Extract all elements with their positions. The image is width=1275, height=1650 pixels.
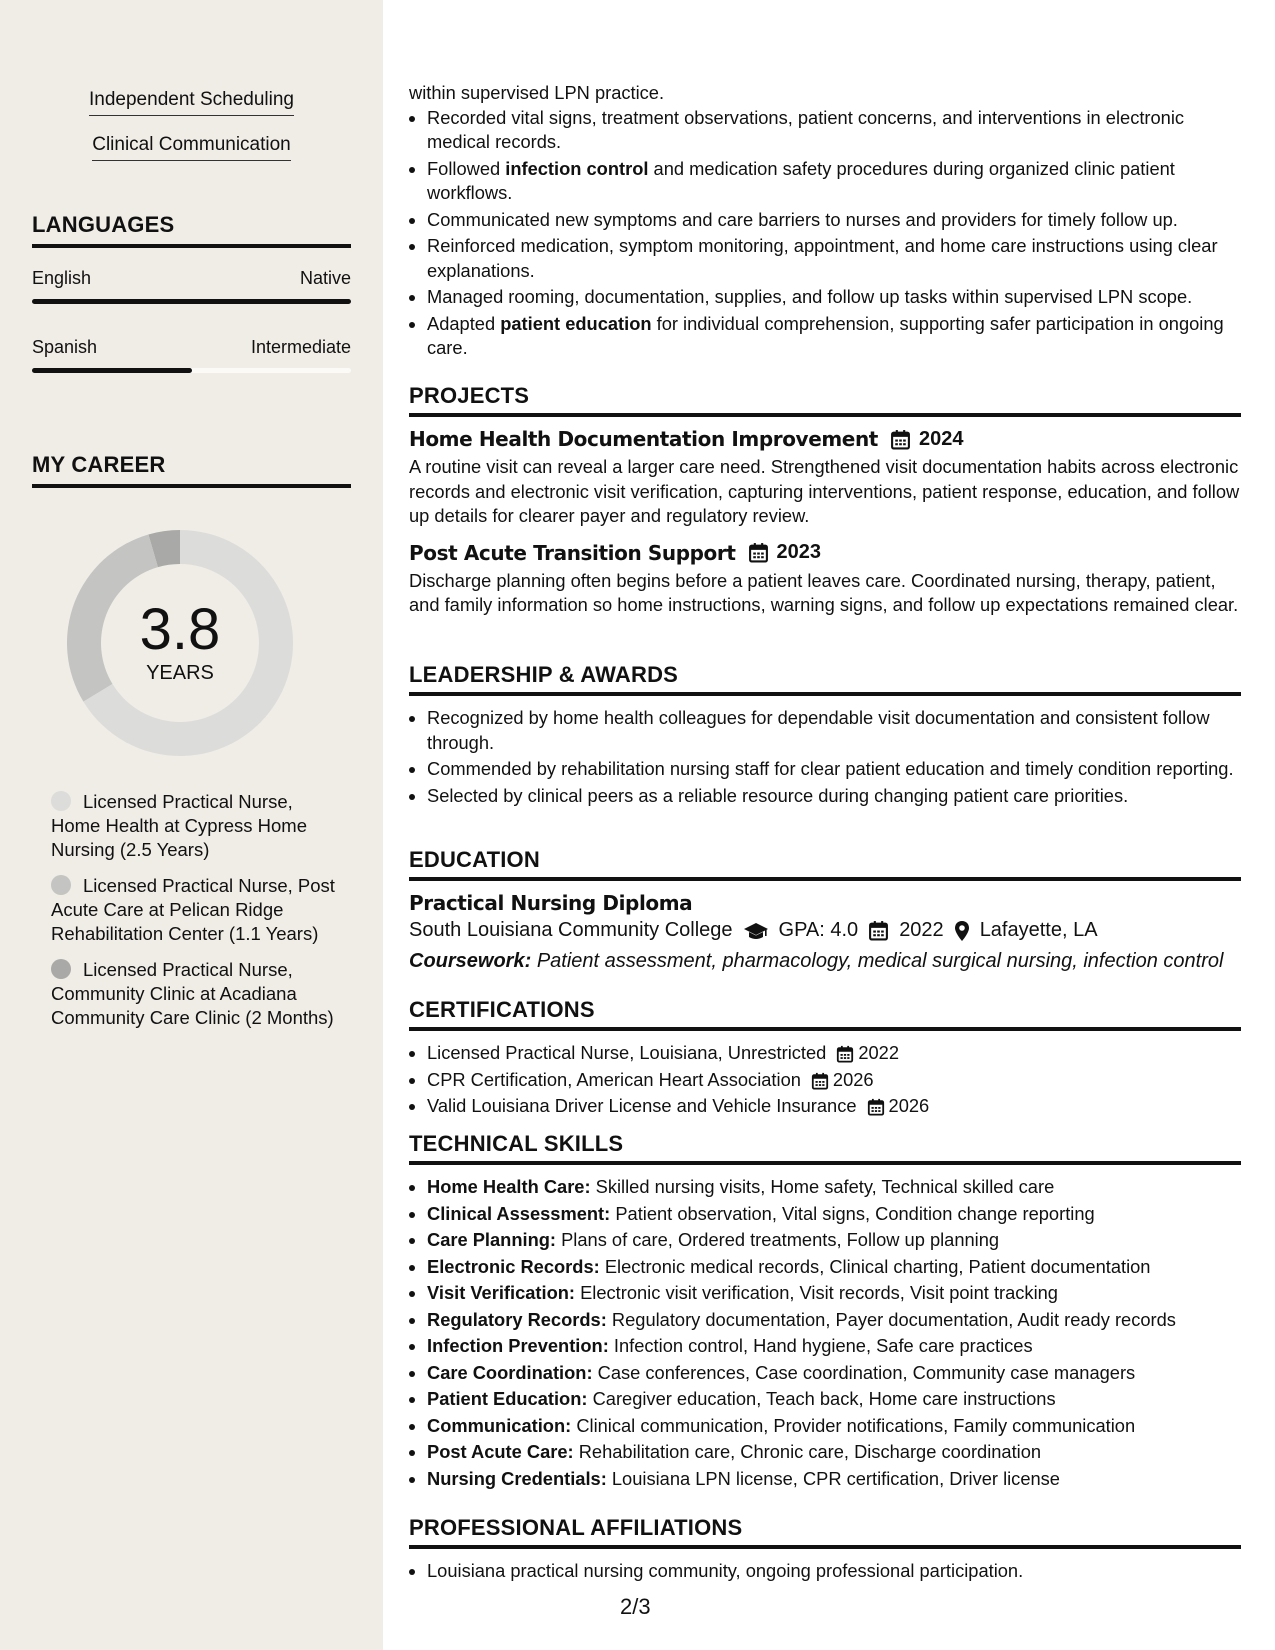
education-details xyxy=(409,919,1241,942)
language-row xyxy=(32,268,351,289)
project-title: Home Health Documentation Improvement xyxy=(409,427,878,451)
experience-lead: within supervised LPN practice. xyxy=(409,82,665,103)
skill-row xyxy=(427,1228,1241,1253)
skill-value: Patient observation, Vital signs, Condition change reporting xyxy=(615,1202,1095,1224)
education-coursework xyxy=(409,950,1241,973)
career-heading: MY CAREER xyxy=(32,452,351,488)
calendar-icon xyxy=(868,919,889,942)
career-item: Licensed Practical Nurse, Post Acute Care at Pelican Ridge Rehabilitation Center (1.1 Years) xyxy=(51,875,335,944)
map-pin-icon xyxy=(954,920,970,942)
language-level: Native xyxy=(299,268,351,288)
graduation-cap-icon xyxy=(743,921,769,941)
skill-label: Nursing Credentials: xyxy=(427,1467,607,1489)
skill-value: Plans of care, Ordered treatments, Follow up planning xyxy=(561,1229,1000,1250)
project-item xyxy=(409,541,1241,618)
education-location: Lafayette, LA xyxy=(979,919,1098,941)
skill-row xyxy=(427,1175,1241,1200)
skill-value: Infection control, Hand hygiene, Safe care practices xyxy=(613,1335,1033,1356)
skill-value: Electronic visit verification, Visit records, Visit point tracking xyxy=(580,1282,1058,1303)
coursework-value: Patient assessment, pharmacology, medical surgical nursing, infection control xyxy=(536,950,1224,972)
skill-row xyxy=(427,1467,1241,1492)
skill-value: Regulatory documentation, Payer documentation, Audit ready records xyxy=(611,1308,1176,1330)
experience-bullet: • Adapted patient education for individual comprehension, supporting safer participation in ongoing care. xyxy=(427,312,1241,361)
sidebar xyxy=(0,0,383,1650)
page-number: 2/3 xyxy=(620,1594,651,1619)
education-school: South Louisiana Community College xyxy=(409,919,733,941)
education-section xyxy=(409,847,1241,973)
certification-item: • Valid Louisiana Driver License and Vehicle Insurance 2026 xyxy=(427,1094,1241,1119)
calendar-icon xyxy=(811,1068,829,1093)
list-item: • Louisiana practical nursing community, ongoing professional participation. xyxy=(427,1559,1241,1584)
skill-value: Clinical communication, Provider notifications, Family communication xyxy=(576,1414,1136,1436)
skill-item: Independent Scheduling xyxy=(0,89,383,116)
skill-item: Clinical Communication xyxy=(0,134,383,161)
skill-value: Rehabilitation care, Chronic care, Discharge coordination xyxy=(578,1441,1042,1462)
technical-skills-list xyxy=(409,1175,1241,1491)
skill-row xyxy=(427,1255,1241,1280)
career-list xyxy=(51,790,341,1042)
project-year: 2024 xyxy=(918,427,964,450)
coursework-label: Coursework: xyxy=(409,950,532,972)
experience-bullet: • Recorded vital signs, treatment observations, patient concerns, and interventions in electronic medical records. xyxy=(427,106,1241,155)
list-item: • Commended by rehabilitation nursing staff for clear patient education and timely condition reporting. xyxy=(427,757,1241,782)
projects-heading: PROJECTS xyxy=(409,383,1241,417)
skill-value: Electronic medical records, Clinical charting, Patient documentation xyxy=(604,1255,1151,1277)
skill-row xyxy=(427,1308,1241,1333)
experience-bullet: • Communicated new symptoms and care barriers to nurses and providers for timely follow up. xyxy=(427,208,1241,233)
skill-label: Electronic Records: xyxy=(427,1255,600,1277)
projects-section xyxy=(409,383,1241,618)
language-row xyxy=(32,337,351,358)
certifications-list xyxy=(409,1041,1241,1119)
skill-label: Communication: xyxy=(427,1414,572,1436)
skill-label: Infection Prevention: xyxy=(427,1335,609,1356)
list-item: • Selected by clinical peers as a reliable resource during changing patient care priorities. xyxy=(427,784,1241,809)
calendar-icon xyxy=(836,1041,854,1066)
language-proficiency-bar xyxy=(32,299,351,304)
certifications-heading: CERTIFICATIONS xyxy=(409,997,1241,1031)
skill-value: Case conferences, Case coordination, Community case managers xyxy=(597,1361,1136,1383)
skill-row xyxy=(427,1440,1241,1465)
experience-bullet: • Reinforced medication, symptom monitoring, appointment, and home care instructions using clear explanations. xyxy=(427,234,1241,283)
project-title: Post Acute Transition Support xyxy=(409,540,736,565)
legend-dot xyxy=(51,791,71,811)
legend-dot xyxy=(51,959,71,979)
certification-year: 2022 xyxy=(858,1042,900,1063)
career-total-value: 3.8 xyxy=(139,597,221,662)
language-name: English xyxy=(32,268,92,288)
skill-label: Patient Education: xyxy=(427,1388,588,1409)
affiliations-list xyxy=(409,1559,1241,1584)
language-level: Intermediate xyxy=(250,337,351,357)
leadership-heading: LEADERSHIP & AWARDS xyxy=(409,662,1241,696)
career-item: Licensed Practical Nurse, Home Health at Cypress Home Nursing (2.5 Years) xyxy=(51,791,308,860)
affiliations-heading: PROFESSIONAL AFFILIATIONS xyxy=(409,1515,1241,1549)
experience-bullets xyxy=(409,106,1241,361)
legend-dot xyxy=(51,875,71,895)
skill-row xyxy=(427,1334,1241,1359)
career-total xyxy=(65,597,295,685)
list-item: • Recognized by home health colleagues for dependable visit documentation and consistent follow through. xyxy=(427,706,1241,755)
skill-label: Care Coordination: xyxy=(427,1361,593,1383)
main-content xyxy=(409,0,1241,1650)
education-year: 2022 xyxy=(899,919,944,941)
career-item: Licensed Practical Nurse, Community Clinic at Acadiana Community Care Clinic (2 Months) xyxy=(51,959,334,1028)
skill-label: Care Planning: xyxy=(427,1229,557,1250)
experience-continued xyxy=(409,81,1241,363)
leadership-section xyxy=(409,662,1241,810)
calendar-icon xyxy=(748,541,769,564)
skill-label: Clinical Assessment: xyxy=(427,1202,611,1224)
skill-label: Home Health Care: xyxy=(427,1176,591,1197)
skill-label: Post Acute Care: xyxy=(427,1441,574,1462)
certification-year: 2026 xyxy=(888,1095,930,1116)
experience-bullet: • Followed infection control and medication safety procedures during organized clinic patient workflows. xyxy=(427,157,1241,206)
certification-year: 2026 xyxy=(832,1068,874,1090)
education-degree: Practical Nursing Diploma xyxy=(409,891,693,915)
skill-row xyxy=(427,1281,1241,1306)
calendar-icon xyxy=(890,428,911,451)
education-gpa: GPA: 4.0 xyxy=(778,919,859,941)
experience-bullet: • Managed rooming, documentation, supplies, and follow up tasks within supervised LPN scope. xyxy=(427,285,1241,310)
certification-item: • Licensed Practical Nurse, Louisiana, Unrestricted 2022 xyxy=(427,1041,1241,1066)
affiliations-section xyxy=(409,1515,1241,1586)
skill-value: Louisiana LPN license, CPR certification, Driver license xyxy=(611,1467,1060,1489)
language-name: Spanish xyxy=(32,337,98,357)
project-description: A routine visit can reveal a larger care need. Strengthened visit documentation habits across electronic records and electronic visit verification, capturing interventions, patient response, education, and follow up details for clearer payer and regulatory review. xyxy=(409,456,1240,526)
certification-item: • CPR Certification, American Heart Association 2026 xyxy=(427,1068,1241,1093)
certifications-section xyxy=(409,997,1241,1121)
project-year: 2023 xyxy=(776,541,821,563)
leadership-list xyxy=(409,706,1241,808)
language-proficiency-fill xyxy=(32,368,192,373)
education-heading: EDUCATION xyxy=(409,847,1241,881)
skill-row xyxy=(427,1414,1241,1439)
skill-row xyxy=(427,1361,1241,1386)
language-proficiency-fill xyxy=(32,299,351,304)
career-total-unit: YEARS xyxy=(146,662,214,684)
skill-row xyxy=(427,1387,1241,1412)
calendar-icon xyxy=(867,1094,885,1119)
skill-value: Skilled nursing visits, Home safety, Technical skilled care xyxy=(595,1176,1055,1197)
technical-skills-section xyxy=(409,1131,1241,1493)
language-proficiency-bar xyxy=(32,368,351,373)
technical-skills-heading: TECHNICAL SKILLS xyxy=(409,1131,1241,1165)
skill-label: Visit Verification: xyxy=(427,1282,575,1303)
languages-heading: LANGUAGES xyxy=(32,212,351,248)
skill-value: Caregiver education, Teach back, Home care instructions xyxy=(592,1388,1056,1409)
project-item xyxy=(409,427,1241,529)
project-description: Discharge planning often begins before a patient leaves care. Coordinated nursing, therapy, patient, and family information so home instructions, warning signs, and follow up expectations remained clear. xyxy=(409,569,1239,615)
skill-label: Regulatory Records: xyxy=(427,1308,607,1330)
skill-row xyxy=(427,1202,1241,1227)
